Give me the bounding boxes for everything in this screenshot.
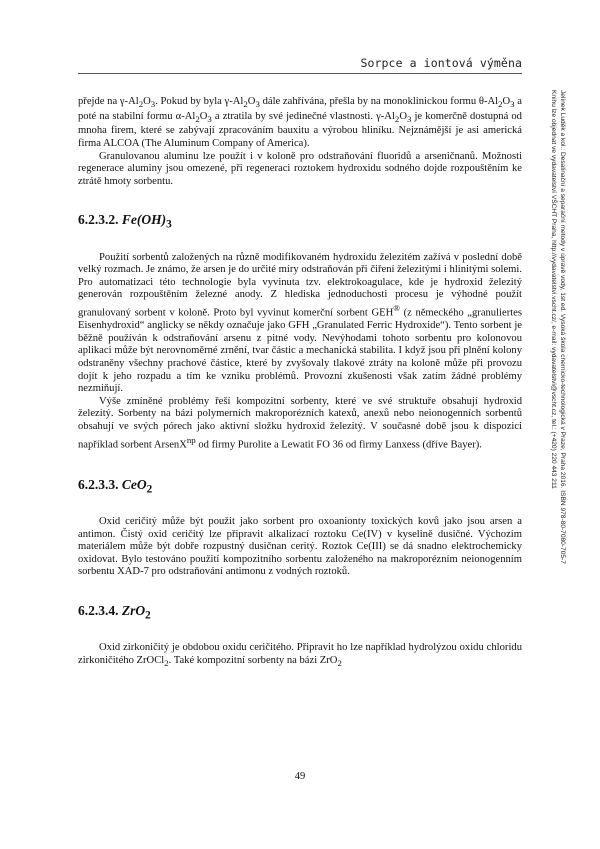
page-number: 49 <box>294 771 306 782</box>
intro-paragraph-2: Granulovanou aluminu lze použít i v koloně pro odstraňování fluoridů a arseničnanů. Možnosti regenerace aluminy jsou omezené, při regeneraci roztokem hydroxidu sodného dojde rozpouštěním ke ztrátě hmoty sorbentu. <box>78 150 522 187</box>
section-heading-zro2: 6.2.3.4. ZrO$_2$ <box>78 602 151 622</box>
page-body <box>78 96 522 669</box>
section-1-paragraph-2: Výše zmíněné problémy řeší kompozitní sorbenty, které ve své struktuře obsahují hydroxid železitý. Sorbenty na bázi polymerních makroporézních katexů, anexů nebo neionogenních sorbentů obsahují ve svých pórech jako aktivní složku hydroxid železitý. V současné době jsou k dispozici například sorbent ArsenX$^{np}$ od firmy Purolite a Lewatit FO 36 od firmy Lanxess (dříve Bayer). <box>78 395 522 451</box>
intro-paragraph-1: přejde na $\gamma-Al_2O_3$. Pokud by byla $\gamma-Al_2O_3$ dále zahřívána, přešla by na monoklinickou formu $\theta-Al_2O_3$ a poté na stabilní formu $\alpha-Al_2O_3$ a ztratila by své jedinečné vlastnosti. $\gamma-Al_2O_3$ je komerčně dostupná od mnoha firem, které se zabývají zpracováním bauxitu a výrobou hliníku. Nejznámější je asi americká firma ALCOA (The Aluminum Company of America). <box>78 96 522 149</box>
section-heading-ceo2: 6.2.3.3. CeO$_2$ <box>78 476 153 496</box>
running-header: Sorpce a iontová výměna <box>360 56 522 70</box>
citation-line-2: Knihu lze objednat ve vydavatelství VŠCHT Praha, http://vydavatelstvi.vscht.cz/, e-mail: vydavatelstvi@vscht.cz, tel.: (+420) 220 443 211 <box>550 90 557 489</box>
section-1-paragraph-1: Použití sorbentů založených na různě modifikovaném hydroxidu železitém zažívá v poslední době velký rozmach. Je známo, že arsen je do určité míry odstraňován při čiření železitými i hlinitými solemi. Pro automatizaci této technologie byla vyvinuta tzv. elektrokoagulace, kde je hydroxid železitý generován rozpouštěním železné anody. Z hlediska jednoduchosti procesu je výhodné použít granulovaný sorbent v koloně. Proto byl vyvinut komerční sorbent GEH® (z německého „granuliertes Eisenhydroxid“ anglicky se někdy označuje jako GFH „Granulated Ferric Hydroxide“). Tento sorbent je běžně používán k odstraňování arsenu z pitné vody. Nevýhodami tohoto sorbentu pro kolonovou aplikaci může být nerovnoměrné zrnění, tvar částic a mechanická stabilita. I když jsou při plnění kolony odstraněny všechny prachové částice, které by zvyšovaly tlakové ztráty na koloně může při provozu dojít k jeho rozpadu a tím ke vzniku problémů. Provozní zkušenosti však zatím žádné problémy nezmiňují. <box>78 251 522 395</box>
citation-line-1: Jelínek Luděk a kol.: Desalinační a separační metody v úpravě vody, 1st ed. Vysoká škola chemicko-technologická v Praze, Praha 2016. ISBN 978-80-7080-705-7 <box>559 90 566 564</box>
section-3-paragraph-1: Oxid zirkoničitý je obdobou oxidu ceričitého. Připravit ho lze například hydrolýzou oxidu chloridu zirkoničitého ZrOCl$_2$. Také kompozitní sorbenty na bázi ZrO$_2$ <box>78 642 522 668</box>
side-citation <box>549 90 567 690</box>
section-2-paragraph-1: Oxid ceričitý může být použit jako sorbent pro oxoanionty toxických kovů jako jsou arsen a antimon. Čistý oxid ceričitý lze připravit alkalizací roztoku Ce(IV) v kyselině dusičné. Výchozím materiálem může být dobře rozpustný dusičnan ceritý. Roztok Ce(III) se dá snadno elektrochemicky oxidovat. Bylo testováno použití kompozitního sorbentu založeného na makroporézním neionogenním sorbentu XAD-7 pro odstraňování antimonu z vodných roztoků. <box>78 515 522 578</box>
section-heading-fe-oh-3: 6.2.3.2. $Fe(OH)_3$ <box>78 212 172 232</box>
header-rule <box>78 73 522 74</box>
